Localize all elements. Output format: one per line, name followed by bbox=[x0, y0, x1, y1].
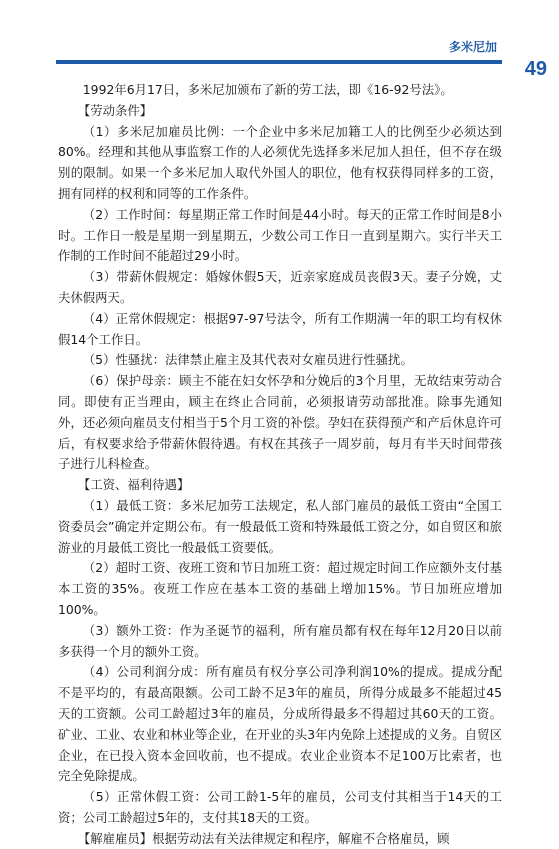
page-number: 49 bbox=[524, 58, 547, 80]
body-text bbox=[58, 80, 502, 849]
paragraph-dismissal: 【解雇雇员】根据劳动法有关法律规定和程序，解雇不合格雇员，顾 bbox=[77, 830, 450, 846]
paragraph-working-hours: （2）工作时间：每星期正常工作时间是44小时。每天的正常工作时间是8小时。工作日一般是星期一到星期五，少数公司工作日一直到星期六。实行半天工作制的工作时间不能超过29小时。 bbox=[58, 206, 502, 264]
header-title: 多米尼加 bbox=[448, 40, 497, 54]
header-rule bbox=[56, 60, 502, 64]
intro-paragraph: 1992年6月17日，多米尼加颁布了新的劳工法，即《16-92号法》。 bbox=[82, 82, 453, 97]
section-heading-wages: 【工资、福利待遇】 bbox=[77, 477, 190, 493]
paragraph-profit-sharing: （4）公司利润分成：所有雇员有权分享公司净利润10%的提成。提成分配不是平均的，有最高限额。公司工龄不足3年的雇员，所得分成最多不能超过45天的工资额。公司工龄超过3年的雇员，分成所得最多不得超过其60天的工资。矿业、工业、农业和林业等企业，在开业的头3年内免除上述提成的义务。自贸区企业，在已投入资本金回收前，也不提成。农业企业资本不足100万比索者，也完全免除提成。 bbox=[58, 664, 502, 784]
paragraph-harassment: （5）性骚扰：法律禁止雇主及其代表对女雇员进行性骚扰。 bbox=[82, 352, 413, 368]
paragraph-extra-pay: （3）额外工资：作为圣诞节的福利，所有雇员都有权在每年12月20日以前多获得一个月的额外工资。 bbox=[58, 622, 502, 659]
paragraph-overtime: （2）超时工资、夜班工资和节日加班工资：超过规定时间工作应额外支付基本工资的35%。夜班工作应在基本工资的基础上增加15%。节日加班应增加100%。 bbox=[58, 560, 502, 617]
section-heading-labor-conditions: 【劳动条件】 bbox=[77, 102, 153, 118]
paragraph-regular-leave: （4）正常休假规定：根据97-97号法令，所有工作期满一年的职工均有权休假14个工作日。 bbox=[58, 310, 502, 347]
paragraph-minimum-wage: （1）最低工资：多米尼加劳工法规定，私人部门雇员的最低工资由“全国工资委员会”确定并定期公布。有一般最低工资和特殊最低工资之分，如自贸区和旅游业的月最低工资比一般最低工资要低。 bbox=[58, 497, 502, 555]
paragraph-paid-leave: （3）带薪休假规定：婚嫁休假5天，近亲家庭成员丧假3天。妻子分娩，丈夫休假两天。 bbox=[58, 269, 502, 305]
paragraph-vacation-pay: （5）正常休假工资：公司工龄1-5年的雇员，公司支付其相当于14天的工资；公司工龄超过5年的，支付其18天的工资。 bbox=[58, 789, 502, 825]
paragraph-maternity: （6）保护母亲：顾主不能在妇女怀孕和分娩后的3个月里，无故结束劳动合同。即使有正当理由，顾主在终止合同前，必须报请劳动部批准。除事先通知外，还必须向雇员支付相当于5个月工资的补偿。孕妇在获得预产和产后休息许可后，有权要求给予带薪休假待遇。有权在其孩子一周岁前，每月有半天时间带孩子进行儿科检查。 bbox=[58, 373, 502, 472]
paragraph-employee-ratio: （1）多米尼加雇员比例：一个企业中多米尼加籍工人的比例至少必须达到80%。经理和其他从事监察工作的人必须优先选择多米尼加人担任，但不存在级别的限制。如果一个多米尼加人取代外国人的职位，他有权获得同样多的工资，拥有同样的权利和同等的工作条件。 bbox=[58, 123, 502, 201]
